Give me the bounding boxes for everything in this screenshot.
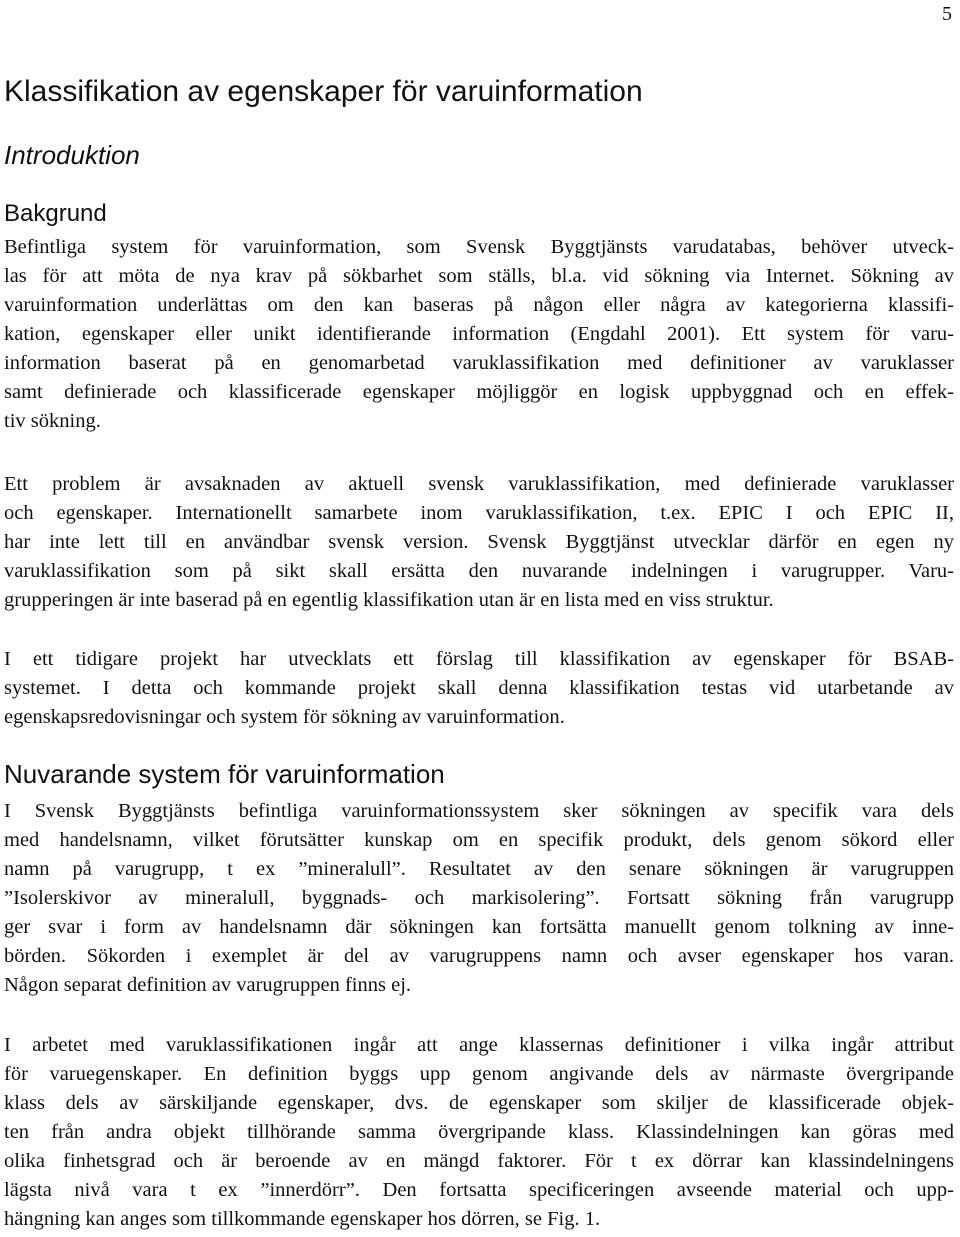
paragraph-line: olika finhetsgrad och är beroende av en mängd faktorer. För t ex dörrar kan klassindelningens [4, 1150, 954, 1172]
subsection-heading-bakgrund: Bakgrund [4, 200, 107, 227]
paragraph-line: ”Isolerskivor av mineralull, byggnads- och markisolering”. Fortsatt sökning från varugrupp [4, 887, 954, 909]
paragraph-bakgrund-2 [4, 470, 954, 615]
paragraph-line: I arbetet med varuklassifikationen ingår att ange klassernas definitioner i vilka ingår attribut [4, 1034, 954, 1056]
document-title: Klassifikation av egenskaper för varuinformation [4, 75, 643, 108]
paragraph-line: ger svar i form av handelsnamn där sökningen kan fortsätta manuellt genom tolkning av inne- [4, 916, 954, 938]
paragraph-line: information baserat på en genomarbetad varuklassifikation med definitioner av varuklasser [4, 352, 954, 374]
paragraph-line: varuinformation underlättas om den kan baseras på någon eller några av kategorierna klassifi- [4, 294, 954, 316]
paragraph-line: tiv sökning. [4, 410, 101, 432]
paragraph-line: I ett tidigare projekt har utvecklats ett förslag till klassifikation av egenskaper för BSAB- [4, 648, 954, 670]
paragraph-nuvarande-1 [4, 797, 954, 1000]
subsection-heading-nuvarande-system: Nuvarande system för varuinformation [4, 759, 445, 789]
paragraph-line: varuklassifikation som på sikt skall ersätta den nuvarande indelningen i varugrupper. Varu- [4, 560, 954, 582]
paragraph-line: lägsta nivå vara t ex ”innerdörr”. Den fortsatta specificeringen avseende material och upp- [4, 1179, 954, 1201]
paragraph-line: namn på varugrupp, t ex ”mineralull”. Resultatet av den senare sökningen är varugruppen [4, 858, 954, 880]
paragraph-line: klass dels av särskiljande egenskaper, dvs. de egenskaper som skiljer de klassificerade objek- [4, 1092, 954, 1114]
paragraph-line: systemet. I detta och kommande projekt skall denna klassifikation testas vid utarbetande av [4, 677, 954, 699]
paragraph-line: egenskapsredovisningar och system för sökning av varuinformation. [4, 706, 565, 728]
paragraph-line: har inte lett till en användbar svensk version. Svensk Byggtjänst utvecklar därför en egen ny [4, 531, 954, 553]
paragraph-line: Ett problem är avsaknaden av aktuell svensk varuklassifikation, med definierade varuklasser [4, 473, 954, 495]
paragraph-line: börden. Sökorden i exemplet är del av varugruppens namn och avser egenskaper hos varan. [4, 945, 954, 967]
paragraph-line: och egenskaper. Internationellt samarbete inom varuklassifikation, t.ex. EPIC I och EPIC II, [4, 502, 954, 524]
paragraph-line: Någon separat definition av varugruppen finns ej. [4, 974, 412, 996]
paragraph-bakgrund-3 [4, 645, 954, 732]
paragraph-bakgrund-1 [4, 233, 954, 436]
paragraph-line: ten från andra objekt tillhörande samma övergripande klass. Klassindelningen kan göras med [4, 1121, 954, 1143]
paragraph-line: las för att möta de nya krav på sökbarhet som ställs, bl.a. vid sökning via Internet. Sökning av [4, 265, 954, 287]
paragraph-line: Befintliga system för varuinformation, som Svensk Byggtjänsts varudatabas, behöver utveck- [4, 236, 954, 258]
paragraph-nuvarande-2 [4, 1031, 954, 1234]
paragraph-line: hängning kan anges som tillkommande egenskaper hos dörren, se Fig. 1. [4, 1208, 601, 1230]
page-number: 5 [942, 3, 952, 25]
paragraph-line: för varuegenskaper. En definition byggs upp genom angivande dels av närmaste övergripande [4, 1063, 954, 1085]
paragraph-line: I Svensk Byggtjänsts befintliga varuinformationssystem sker sökningen av specifik vara dels [4, 800, 954, 822]
paragraph-line: med handelsnamn, vilket förutsätter kunskap om en specifik produkt, dels genom sökord eller [4, 829, 954, 851]
paragraph-line: kation, egenskaper eller unikt identifierande information (Engdahl 2001). Ett system för varu- [4, 323, 954, 345]
section-heading-introduktion: Introduktion [4, 140, 140, 170]
paragraph-line: samt definierade och klassificerade egenskaper möjliggör en logisk uppbyggnad och en effek- [4, 381, 954, 403]
paragraph-line: grupperingen är inte baserad på en egentlig klassifikation utan är en lista med en viss struktur. [4, 589, 774, 611]
